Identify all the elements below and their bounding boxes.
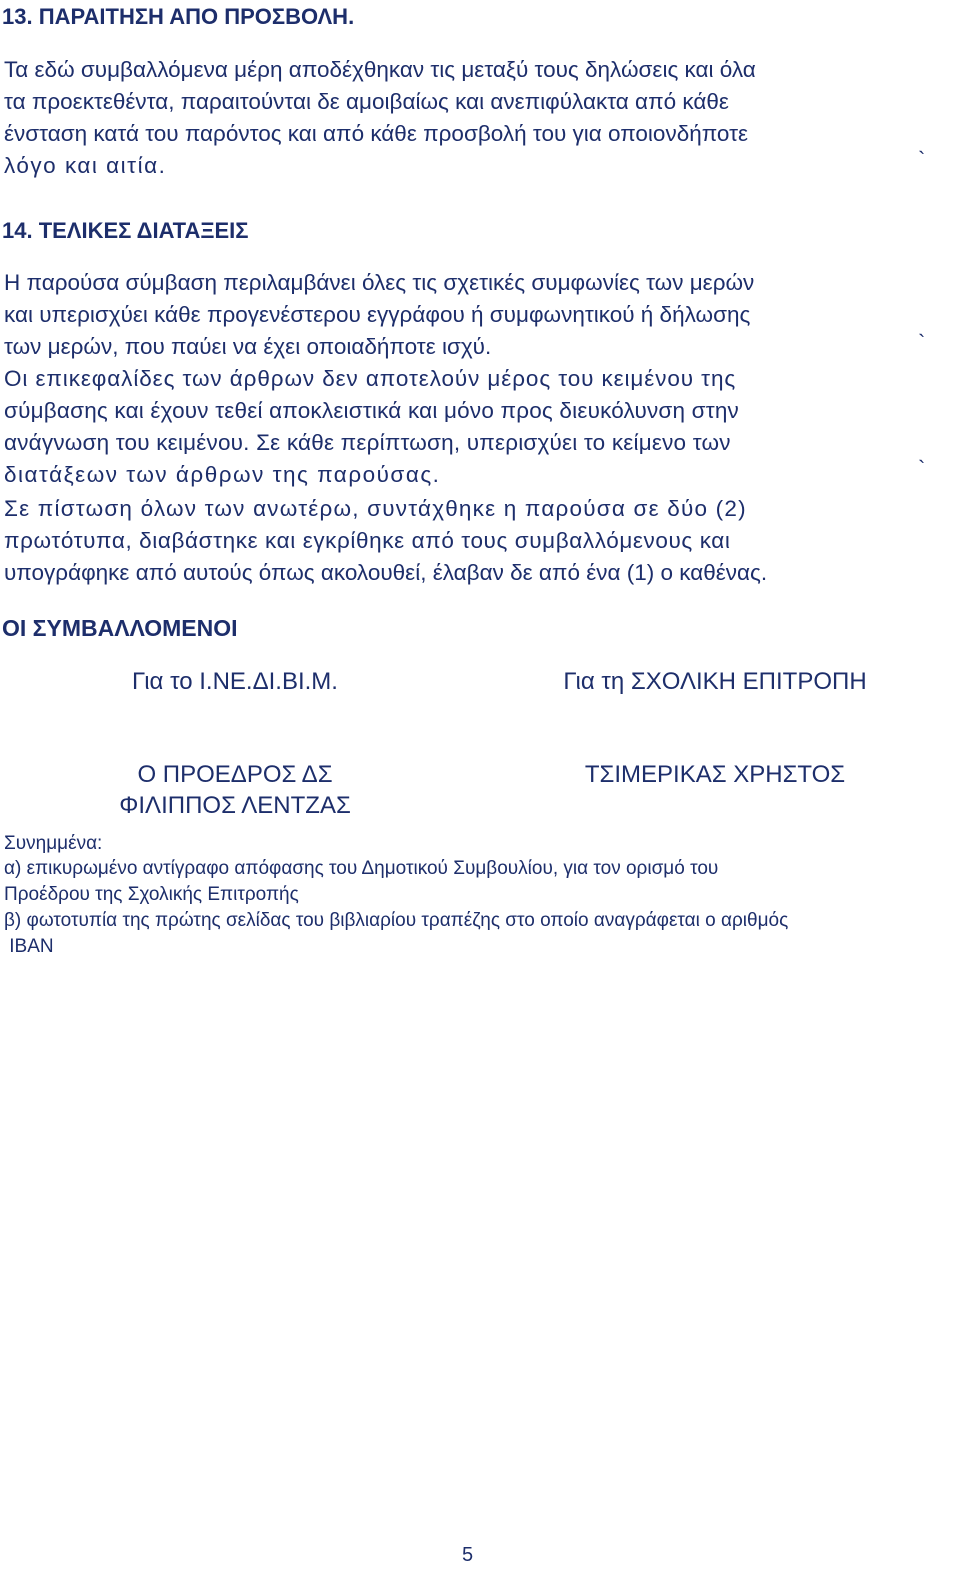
section-14-tick-mark-1: ` [918,330,926,355]
signatory-left-for: Για το Ι.ΝΕ.ΔΙ.ΒΙ.Μ. [132,668,338,695]
section-14-p1-line-2: και υπερισχύει κάθε προγενέστερου εγγράφου ή συμφωνητικού ή δήλωσης [4,302,751,327]
section-14-p2-line-3: ανάγνωση του κειμένου. Σε κάθε περίπτωση, υπερισχύει το κείμενο των [4,430,731,455]
attachment-item-b: β) φωτοτυπία της πρώτης σελίδας του βιβλιαρίου τραπέζης στο οποίο αναγράφεται ο αριθμός [4,910,789,931]
section-13-line-4: λόγο και αιτία. [4,153,167,178]
section-13-tick-mark: ` [918,147,926,172]
section-13-line-2: τα προεκτεθέντα, παραιτούνται δε αμοιβαίως και ανεπιφύλακτα από κάθε [4,89,729,114]
page-number: 5 [462,1544,474,1566]
section-14-tick-mark-2: ` [918,456,926,481]
attachment-item-b-cont: IBAN [4,936,54,957]
attachments-label: Συνημμένα: [4,833,103,854]
section-14-p1-line-1: Η παρούσα σύμβαση περιλαμβάνει όλες τις σχετικές συμφωνίες των μερών [4,270,755,295]
attachment-item-a: α) επικυρωμένο αντίγραφο απόφασης του Δημοτικού Συμβουλίου, για τον ορισμό του [4,858,719,879]
signatories-heading: ΟΙ ΣΥΜΒΑΛΛΟΜΕΝΟΙ [2,615,238,641]
section-13-line-1: Τα εδώ συμβαλλόμενα μέρη αποδέχθηκαν τις μεταξύ τους δηλώσεις και όλα [4,57,756,82]
section-14-p2-line-1: Οι επικεφαλίδες των άρθρων δεν αποτελούν μέρος του κειμένου της [4,366,737,391]
signatory-right-name: ΤΣΙΜΕΡΙΚΑΣ ΧΡΗΣΤΟΣ [584,761,846,788]
section-14-p3-line-2: πρωτότυπα, διαβάστηκε και εγκρίθηκε από τους συμβαλλόμενους και [4,528,731,553]
section-14-heading: 14. ΤΕΛΙΚΕΣ ΔΙΑΤΑΞΕΙΣ [2,218,249,243]
section-14-p2-line-4: διατάξεων των άρθρων της παρούσας. [4,462,441,487]
section-13-heading: 13. ΠΑΡΑΙΤΗΣΗ ΑΠΟ ΠΡΟΣΒΟΛΗ. [2,4,355,29]
signatory-left-title: Ο ΠΡΟΕΔΡΟΣ ΔΣ [137,761,333,788]
section-14-p2-line-2: σύμβασης και έχουν τεθεί αποκλειστικά και μόνο προς διευκόλυνση στην [4,398,739,423]
section-14-p1-line-3: των μερών, που παύει να έχει οποιαδήποτε ισχύ. [4,334,492,359]
section-14-p3-line-3: υπογράφηκε από αυτούς όπως ακολουθεί, έλαβαν δε από ένα (1) ο καθένας. [4,560,768,585]
signatory-left-name: ΦΙΛΙΠΠΟΣ ΛΕΝΤΖΑΣ [119,792,351,819]
attachment-item-a-cont: Προέδρου της Σχολικής Επιτροπής [4,884,299,905]
section-14-p3-line-1: Σε πίστωση όλων των ανωτέρω, συντάχθηκε η παρούσα σε δύο (2) [4,496,747,521]
signatory-right-for: Για τη ΣΧΟΛΙΚΗ ΕΠΙΤΡΟΠΗ [563,668,867,695]
section-13-line-3: ένσταση κατά του παρόντος και από κάθε προσβολή του για οποιονδήποτε [4,121,749,146]
